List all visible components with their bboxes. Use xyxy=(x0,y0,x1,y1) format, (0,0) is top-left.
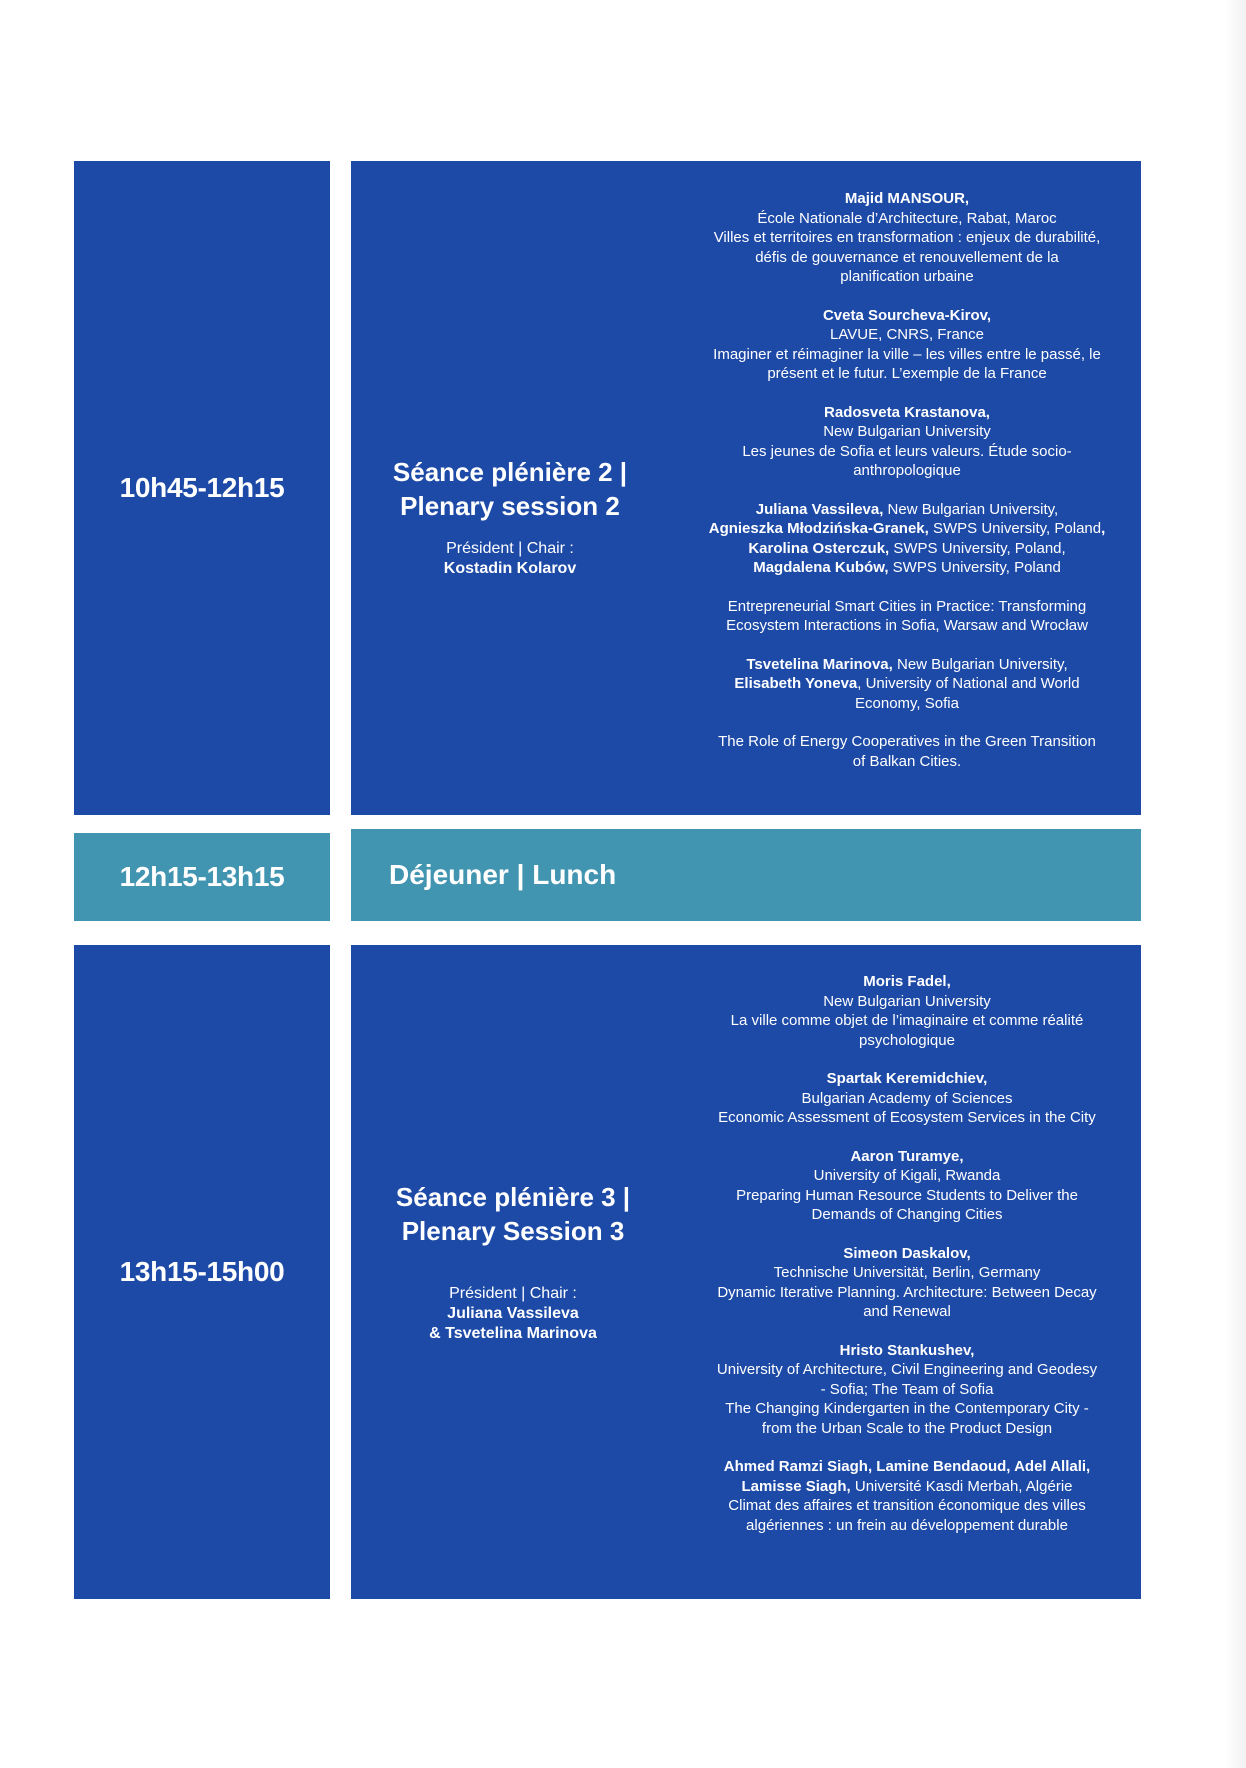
talk-text: Economic Assessment of Ecosystem Services in the City xyxy=(718,1109,1096,1126)
talk-line xyxy=(697,500,1117,520)
talk-entry xyxy=(697,500,1117,578)
talk-text: Preparing Human Resource Students to Deliver the xyxy=(736,1186,1078,1204)
talk-line xyxy=(697,674,1117,694)
talk-line xyxy=(697,1360,1117,1380)
talk-text: New Bulgarian University xyxy=(823,992,991,1010)
talk-line xyxy=(697,442,1117,462)
talk-text: Dynamic Iterative Planning. Architecture: Between Decay xyxy=(717,1283,1097,1301)
talk-text: University of Kigali, Rwanda xyxy=(813,1167,1001,1184)
talk-line xyxy=(697,248,1117,268)
talk-line xyxy=(697,1496,1117,1516)
session-1-talks xyxy=(697,189,1117,790)
talk-text: New Bulgarian University xyxy=(823,423,991,440)
talk-entry xyxy=(697,403,1117,481)
talk-line xyxy=(697,992,1117,1012)
talk-line xyxy=(697,403,1117,423)
talk-entry xyxy=(697,189,1117,287)
speaker-name: Ahmed Ramzi Siagh, Lamine Bendaoud, Adel Allali, xyxy=(723,1458,1091,1475)
talk-line xyxy=(697,655,1117,675)
talk-text: Université Kasdi Merbah, Algérie xyxy=(850,1477,1073,1495)
talk-text: Demands of Changing Cities xyxy=(811,1206,1003,1223)
session-1-header xyxy=(360,455,660,579)
talk-text: SWPS University, Poland, xyxy=(889,539,1066,557)
time-slot-2 xyxy=(74,945,330,1599)
session-2-chair-label: Président | Chair : xyxy=(449,1285,577,1302)
talk-text: Imaginer et réimaginer la ville – les villes entre le passé, le xyxy=(713,345,1101,363)
speaker-name: Spartak Keremidchiev, xyxy=(826,1070,988,1087)
session-2-header xyxy=(363,1180,663,1344)
talk-line xyxy=(697,1031,1117,1051)
talk-line xyxy=(697,1244,1117,1264)
talk-line xyxy=(697,694,1117,714)
talk-entry xyxy=(697,1244,1117,1322)
talk-line xyxy=(697,1457,1117,1477)
talk-entry xyxy=(697,732,1117,771)
talk-line xyxy=(697,972,1117,992)
speaker-name: Radosveta Krastanova, xyxy=(824,403,990,421)
talk-line xyxy=(697,325,1117,345)
speaker-name: Majid MANSOUR, xyxy=(844,190,970,207)
talk-text: The Changing Kindergarten in the Contemporary City - xyxy=(725,1400,1089,1417)
chair-name: & Tsvetelina Marinova xyxy=(429,1325,597,1342)
speaker-name: Aaron Turamye, xyxy=(850,1147,964,1165)
talk-line xyxy=(697,209,1117,229)
talk-line xyxy=(697,228,1117,248)
chair-name: Juliana Vassileva xyxy=(447,1305,579,1322)
session-1-title-line-1: Séance plénière 2 | xyxy=(392,457,628,487)
session-1-title-line-2: Plenary session 2 xyxy=(400,491,620,521)
speaker-name: Elisabeth Yoneva xyxy=(734,675,858,692)
talk-line xyxy=(697,1089,1117,1109)
time-slot-lunch-label: 12h15-13h15 xyxy=(119,861,285,892)
talk-line xyxy=(697,1283,1117,1303)
talk-line xyxy=(697,752,1117,772)
session-2-title-line-2: Plenary Session 3 xyxy=(401,1216,625,1246)
talk-line xyxy=(697,1108,1117,1128)
session-1-chair-label: Président | Chair : xyxy=(446,540,574,557)
talk-text: École Nationale d’Architecture, Rabat, Maroc xyxy=(757,209,1057,227)
talk-text: Economy, Sofia xyxy=(855,694,959,712)
talk-text: Bulgarian Academy of Sciences xyxy=(801,1089,1013,1107)
talk-line xyxy=(697,732,1117,752)
talk-text: New Bulgarian University, xyxy=(883,500,1059,518)
session-2-talks xyxy=(697,972,1117,1554)
talk-line xyxy=(697,1516,1117,1536)
talk-line xyxy=(697,1069,1117,1089)
session-2-title-line-1: Séance plénière 3 | xyxy=(395,1182,631,1212)
talk-text: présent et le futur. L’exemple de la France xyxy=(767,365,1047,382)
talk-line xyxy=(697,1302,1117,1322)
talk-text: of Balkan Cities. xyxy=(852,752,962,770)
talk-line xyxy=(697,345,1117,365)
speaker-name: Magdalena Kubów, xyxy=(753,559,889,576)
speaker-name: Moris Fadel, xyxy=(863,973,951,990)
talk-text: and Renewal xyxy=(863,1303,951,1320)
talk-text: psychologique xyxy=(859,1031,955,1049)
talk-text: - Sofia; The Team of Sofia xyxy=(820,1380,994,1398)
talk-text: La ville comme objet de l’imaginaire et comme réalité xyxy=(730,1012,1084,1029)
talk-line xyxy=(697,539,1117,559)
talk-entry xyxy=(697,597,1117,636)
talk-line xyxy=(697,1011,1117,1031)
talk-line xyxy=(697,1380,1117,1400)
talk-line xyxy=(697,616,1117,636)
talk-text: SWPS University, Poland xyxy=(928,520,1102,537)
talk-text: planification urbaine xyxy=(840,268,974,285)
talk-text: University of Architecture, Civil Engineering and Geodesy xyxy=(716,1361,1098,1378)
talk-entry xyxy=(697,1069,1117,1128)
talk-line xyxy=(697,597,1117,617)
talk-entry xyxy=(697,306,1117,384)
time-slot-2-label: 13h15-15h00 xyxy=(119,1256,285,1287)
talk-entry xyxy=(697,1341,1117,1439)
chair-name: Kostadin Kolarov xyxy=(443,560,577,577)
time-slot-lunch xyxy=(74,833,330,921)
talk-text: Entrepreneurial Smart Cities in Practice: Transforming xyxy=(727,597,1087,615)
talk-line xyxy=(697,1166,1117,1186)
time-slot-1 xyxy=(74,161,330,815)
talk-text: SWPS University, Poland xyxy=(888,559,1061,576)
talk-text: Ecosystem Interactions in Sofia, Warsaw and Wrocław xyxy=(726,617,1088,634)
talk-text: from the Urban Scale to the Product Design xyxy=(761,1419,1053,1437)
lunch-label: Déjeuner | Lunch xyxy=(389,859,617,890)
talk-entry xyxy=(697,972,1117,1050)
talk-line xyxy=(697,1263,1117,1283)
speaker-name: , xyxy=(1101,520,1106,537)
time-slot-1-label: 10h45-12h15 xyxy=(119,472,285,503)
talk-text: LAVUE, CNRS, France xyxy=(830,326,984,343)
talk-line xyxy=(697,1205,1117,1225)
session-2-chair-names xyxy=(363,1304,663,1344)
talk-line xyxy=(697,1186,1117,1206)
talk-line xyxy=(697,558,1117,578)
page-edge-shadow xyxy=(1226,0,1246,1768)
speaker-name: Lamisse Siagh, xyxy=(741,1477,851,1495)
talk-line xyxy=(697,461,1117,481)
talk-line xyxy=(697,422,1117,442)
talk-text: Climat des affaires et transition économique des villes xyxy=(728,1497,1086,1514)
talk-line xyxy=(697,189,1117,209)
talk-line xyxy=(697,364,1117,384)
talk-entry xyxy=(697,1147,1117,1225)
session-1-chair-names xyxy=(360,559,660,579)
talk-line xyxy=(697,267,1117,287)
talk-text: Technische Universität, Berlin, Germany xyxy=(773,1264,1041,1281)
speaker-name: Agnieszka Młodzińska-Granek, xyxy=(708,520,929,537)
speaker-name: Karolina Osterczuk, xyxy=(748,539,890,557)
talk-entry xyxy=(697,655,1117,714)
talk-text: algériennes : un frein au développement durable xyxy=(746,1516,1068,1534)
talk-text: défis de gouvernance et renouvellement de la xyxy=(755,248,1059,266)
speaker-name: Hristo Stankushev, xyxy=(839,1341,975,1359)
talk-line xyxy=(697,519,1117,539)
talk-text: Villes et territoires en transformation : enjeux de durabilité, xyxy=(713,229,1101,246)
talk-text: , University of National and World xyxy=(857,675,1080,692)
talk-text: The Role of Energy Cooperatives in the Green Transition xyxy=(718,733,1096,750)
speaker-name: Tsvetelina Marinova, xyxy=(746,655,893,673)
talk-line xyxy=(697,306,1117,326)
talk-line xyxy=(697,1419,1117,1439)
talk-line xyxy=(697,1147,1117,1167)
talk-line xyxy=(697,1341,1117,1361)
talk-entry xyxy=(697,1457,1117,1535)
lunch-banner xyxy=(351,829,1141,921)
speaker-name: Simeon Daskalov, xyxy=(843,1244,971,1262)
talk-line xyxy=(697,1399,1117,1419)
talk-line xyxy=(697,1477,1117,1497)
talk-text: anthropologique xyxy=(853,462,961,479)
talk-text: Les jeunes de Sofia et leurs valeurs. Étude socio- xyxy=(742,442,1072,460)
speaker-name: Juliana Vassileva, xyxy=(755,500,884,518)
talk-text: New Bulgarian University, xyxy=(892,655,1068,673)
speaker-name: Cveta Sourcheva-Kirov, xyxy=(822,306,992,324)
